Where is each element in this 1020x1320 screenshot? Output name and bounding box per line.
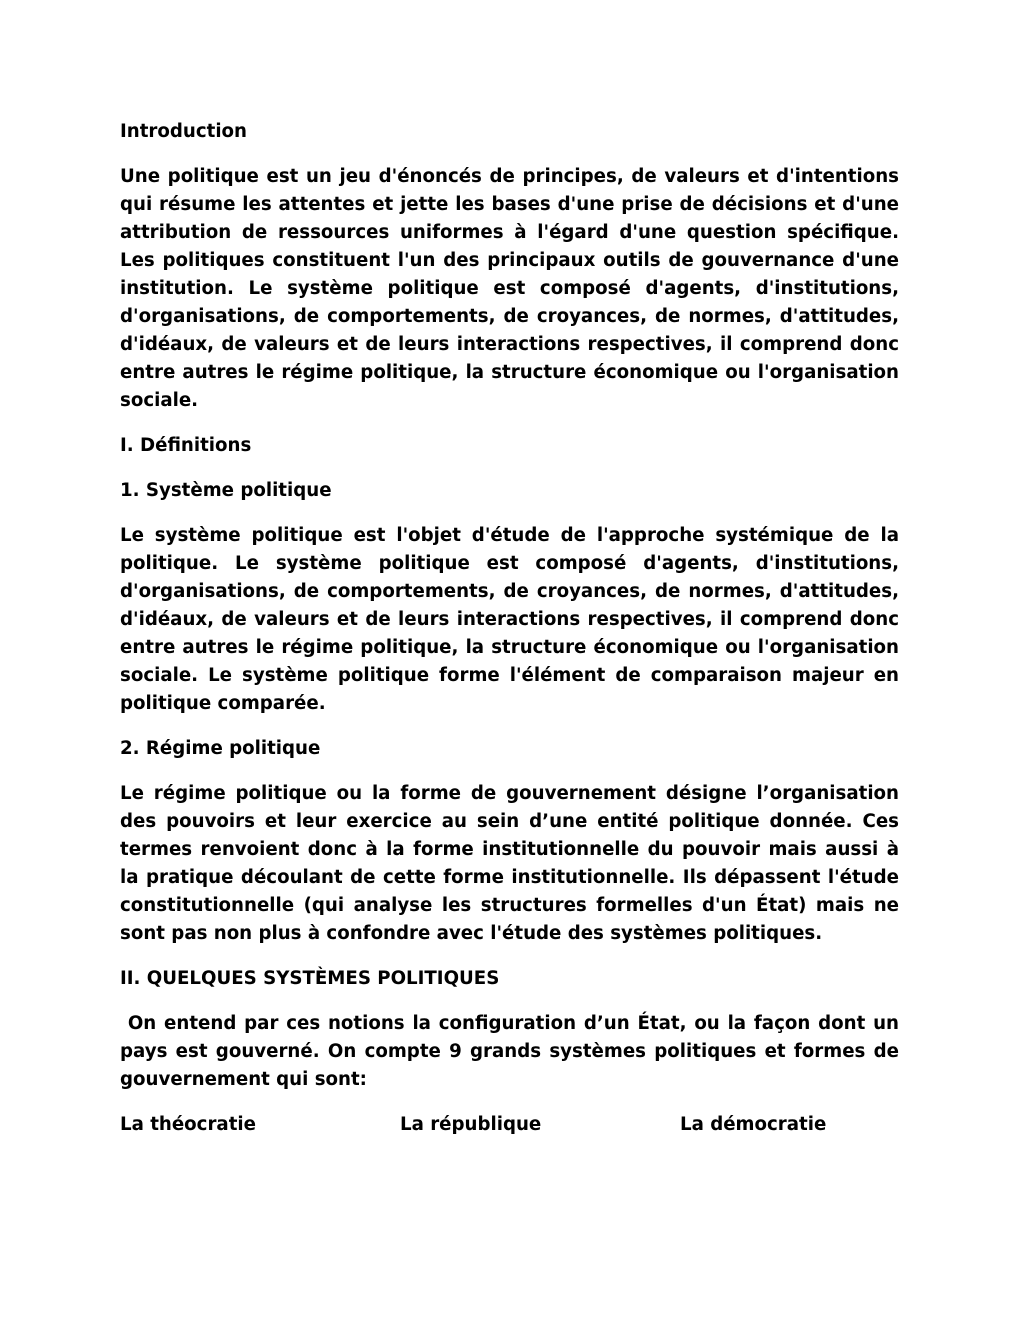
subsection-regime-politique-paragraph: Le régime politique ou la forme de gouvernement désigne l’organisation des pouvoirs et leur exercice au sein d’une entité politique donnée. Ces termes renvoient donc à la forme institutionnelle du pouvoir mais aussi à la pratique découlant de cette forme institutionnelle. Ils dépassent l'étude constitutionnelle (qui analyse les structures formelles d'un État) mais ne sont pas non plus à confondre avec l'étude des systèmes politiques. xyxy=(120,783,899,944)
list-item: La démocratie xyxy=(680,1114,827,1135)
document-page xyxy=(120,118,906,1139)
systems-list xyxy=(120,1111,899,1139)
intro-paragraph: Une politique est un jeu d'énoncés de principes, de valeurs et d'intentions qui résume les attentes et jette les bases d'une prise de décisions et d'une attribution de ressources uniformes à l'égard d'une question spécifique. Les politiques constituent l'un des principaux outils de gouvernance d'une institution. Le système politique est composé d'agents, d'institutions, d'organisations, de comportements, de croyances, de normes, d'attitudes, d'idéaux, de valeurs et de leurs interactions respectives, il comprend donc entre autres le régime politique, la structure économique ou l'organisation sociale. xyxy=(120,166,899,411)
intro-heading: Introduction xyxy=(120,121,247,142)
subsection-regime-politique-heading: 2. Régime politique xyxy=(120,738,321,759)
section-systemes-politiques-paragraph: On entend par ces notions la configuration d’un État, ou la façon dont un pays est gouverné. On compte 9 grands systèmes politiques et formes de gouvernement qui sont: xyxy=(120,1013,906,1090)
list-item: La théocratie xyxy=(120,1114,256,1135)
subsection-systeme-politique-paragraph: Le système politique est l'objet d'étude de l'approche systémique de la politique. Le système politique est composé d'agents, d'institutions, d'organisations, de comportements, de croyances, de normes, d'attitudes, d'idéaux, de valeurs et de leurs interactions respectives, il comprend donc entre autres le régime politique, la structure économique ou l'organisation sociale. Le système politique forme l'élément de comparaison majeur en politique comparée. xyxy=(120,525,899,714)
list-item: La république xyxy=(400,1114,542,1135)
section-systemes-politiques-heading: II. QUELQUES SYSTÈMES POLITIQUES xyxy=(120,968,500,989)
section-definitions-heading: I. Définitions xyxy=(120,435,252,456)
subsection-systeme-politique-heading: 1. Système politique xyxy=(120,480,332,501)
